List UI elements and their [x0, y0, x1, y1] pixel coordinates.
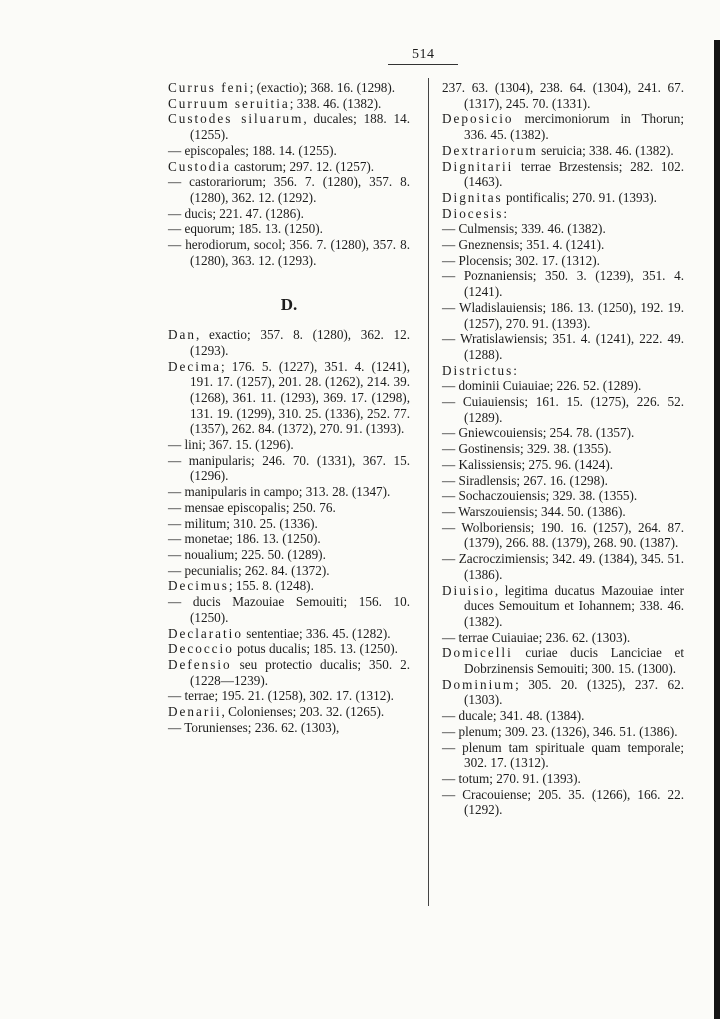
index-entry — [442, 583, 684, 630]
entry-text: — herodiorum, socol; 356. 7. (1280), 357. 8. (1280), 363. 12. (1293). — [168, 237, 410, 268]
entry-text: — dominii Cuiauiae; 226. 52. (1289). — [442, 378, 642, 394]
column-divider — [428, 78, 429, 906]
entry-text: — manipularis in campo; 313. 28. (1347). — [168, 484, 391, 500]
index-entry — [168, 720, 410, 736]
index-entry — [442, 190, 684, 206]
entry-headword: Custodia — [168, 158, 231, 174]
entry-text: ; 155. 8. (1248). — [228, 578, 314, 594]
entry-text: — Poznaniensis; 350. 3. (1239), 351. 4. (1241). — [442, 268, 684, 300]
index-entry — [442, 520, 684, 551]
entry-text: — Gneznensis; 351. 4. (1241). — [442, 237, 605, 253]
entry-text: potus ducalis; 185. 13. (1250). — [233, 641, 398, 657]
entry-headword: Denarii — [168, 704, 222, 720]
entry-headword: Dignitas — [442, 189, 503, 205]
index-entry — [168, 516, 410, 532]
left-column — [168, 80, 410, 735]
entry-text: — Wolboriensis; 190. 16. (1257), 264. 87. (1379), 266. 88. (1379), 268. 90. (1387). — [442, 519, 684, 551]
index-entry — [442, 80, 684, 111]
index-entry — [168, 531, 410, 547]
entry-headword: Diuisio — [442, 582, 495, 598]
left-entries-top — [168, 80, 410, 268]
index-entry — [442, 206, 684, 222]
scan-edge-shadow — [714, 40, 720, 1019]
section-letter: D. — [280, 295, 298, 315]
index-entry — [442, 300, 684, 331]
index-entry — [442, 724, 684, 740]
entry-text: — plenum; 309. 23. (1326), 346. 51. (1386). — [442, 723, 678, 739]
entry-text: — Cracouiense; 205. 35. (1266), 166. 22. (1292). — [442, 786, 684, 818]
entry-text: — terrae; 195. 21. (1258), 302. 17. (1312). — [168, 688, 394, 704]
index-entry — [442, 504, 684, 520]
index-entry — [442, 425, 684, 441]
entry-text: — Torunienses; 236. 62. (1303), — [168, 719, 340, 735]
index-entry — [442, 378, 684, 394]
index-entry — [168, 688, 410, 704]
index-entry — [168, 704, 410, 720]
header-rule — [388, 64, 458, 65]
index-entry — [442, 253, 684, 269]
entry-headword: Districtus — [442, 362, 514, 378]
index-entry — [168, 641, 410, 657]
index-entry — [442, 630, 684, 646]
entry-text: — militum; 310. 25. (1336). — [168, 515, 318, 531]
index-entry — [168, 111, 410, 142]
entry-text: — castorariorum; 356. 7. (1280), 357. 8. (1280), 362. 12. (1292). — [168, 174, 410, 205]
entry-text: — Kalissiensis; 275. 96. (1424). — [442, 456, 614, 472]
entry-text: — Culmensis; 339. 46. (1382). — [442, 221, 606, 237]
index-entry — [168, 594, 410, 625]
index-entry — [168, 437, 410, 453]
entry-text: ; 338. 46. (1382). — [289, 95, 382, 111]
entry-headword: Decimus — [168, 578, 229, 594]
entry-text: : — [503, 205, 508, 221]
index-entry — [168, 221, 410, 237]
entry-text: — ducis Mazouiae Semouiti; 156. 10. (1250). — [168, 594, 410, 625]
entry-headword: Dextrariorum — [442, 142, 538, 158]
index-entry — [168, 626, 410, 642]
entry-text: seruicia; 338. 46. (1382). — [537, 142, 674, 158]
index-entry — [442, 488, 684, 504]
index-entry — [442, 394, 684, 425]
index-entry — [168, 657, 410, 688]
entry-text: — pecunialis; 262. 84. (1372). — [168, 562, 330, 578]
entry-text: — Warszouiensis; 344. 50. (1386). — [442, 503, 626, 519]
index-entry — [442, 740, 684, 771]
entry-headword: Custodes siluarum — [168, 111, 304, 127]
entry-headword: Dominium — [442, 676, 516, 692]
entry-text: castorum; 297. 12. (1257). — [230, 158, 375, 174]
entry-text: — Wladislauiensis; 186. 13. (1250), 192. 19. (1257), 270. 91. (1393). — [442, 299, 684, 331]
entry-text: mercimoniorum in Thorun; 336. 45. (1382). — [464, 111, 684, 143]
entry-text: — terrae Cuiauiae; 236. 62. (1303). — [442, 629, 631, 645]
entry-headword: Defensio — [168, 656, 232, 672]
entry-text: — monetae; 186. 13. (1250). — [168, 531, 321, 547]
index-entry — [442, 677, 684, 708]
entry-headword: Domicelli — [442, 645, 513, 661]
entry-text: — lini; 367. 15. (1296). — [168, 437, 294, 453]
entry-text: — totum; 270. 91. (1393). — [442, 770, 581, 786]
entry-headword: Deposicio — [442, 111, 514, 127]
entry-text: , ducales; 188. 14. (1255). — [190, 111, 410, 143]
entry-text: : — [513, 362, 517, 378]
entry-text: — episcopales; 188. 14. (1255). — [168, 142, 337, 158]
index-entry — [442, 787, 684, 818]
index-entry — [442, 771, 684, 787]
index-entry — [168, 453, 410, 484]
entry-text: — ducis; 221. 47. (1286). — [168, 205, 304, 221]
index-entry — [442, 363, 684, 379]
index-entry — [168, 80, 410, 96]
entry-text: — Gostinensis; 329. 38. (1355). — [442, 441, 612, 457]
entry-text: 237. 63. (1304), 238. 64. (1304), 241. 67. (1317), 245. 70. (1331). — [442, 80, 684, 111]
entry-text: — Gniewcouiensis; 254. 78. (1357). — [442, 425, 635, 441]
entry-text: terrae Brzestensis; 282. 102. (1463). — [464, 158, 684, 190]
index-entry — [442, 268, 684, 299]
index-entry — [442, 143, 684, 159]
index-entry — [168, 484, 410, 500]
index-entry — [442, 645, 684, 676]
entry-text: , legitima ducatus Mazouiae inter duces Semouitum et Iohannem; 338. 46. (1382). — [464, 582, 684, 629]
right-entries — [442, 80, 684, 818]
entry-text: — noualium; 225. 50. (1289). — [168, 546, 326, 562]
entry-text: — Cuiauiensis; 161. 15. (1275), 226. 52. (1289). — [442, 394, 684, 425]
entry-text: — ducale; 341. 48. (1384). — [442, 708, 585, 724]
entry-headword: Diocesis — [442, 205, 504, 221]
entry-text: sententiae; 336. 45. (1282). — [242, 625, 391, 641]
entry-text: — Wratislawiensis; 351. 4. (1241), 222. 49. (1288). — [442, 331, 684, 362]
index-entry — [168, 143, 410, 159]
index-entry — [442, 331, 684, 362]
index-entry — [168, 547, 410, 563]
index-entry — [168, 159, 410, 175]
index-entry — [442, 473, 684, 489]
index-entry — [168, 327, 410, 358]
entry-text: seu protectio ducalis; 350. 2. (1228—1239). — [190, 656, 410, 688]
index-entry — [168, 237, 410, 268]
entry-headword: Decima — [168, 358, 222, 374]
entry-text: — Zacroczimiensis; 342. 49. (1384), 345. 51. (1386). — [442, 551, 684, 582]
left-entries-bottom — [168, 327, 410, 735]
index-entry — [442, 237, 684, 253]
entry-text: ; 305. 20. (1325), 237. 62. (1303). — [464, 676, 684, 708]
entry-text: , Colonienses; 203. 32. (1265). — [221, 704, 385, 720]
entry-text: ; 176. 5. (1227), 351. 4. (1241), 191. 17. (1257), 201. 28. (1262), 214. 39. (1268), 361. 11. (1293), 369. 17. (1298), 131. 19. (1299), 310. 25. (1336), 252. 77. (1357), 262. 84. (1372), 270. 91. (1393). — [190, 358, 410, 437]
entry-text: pontificalis; 270. 91. (1393). — [502, 189, 657, 205]
entry-text: — Siradlensis; 267. 16. (1298). — [442, 472, 608, 488]
index-entry — [168, 359, 410, 438]
entry-text: — Plocensis; 302. 17. (1312). — [442, 252, 600, 268]
entry-text: — mensae episcopalis; 250. 76. — [168, 499, 336, 515]
entry-headword: Decoccio — [168, 641, 234, 657]
index-entry — [168, 563, 410, 579]
entry-headword: Curruum seruitia — [168, 95, 290, 111]
index-entry — [442, 441, 684, 457]
right-column — [442, 80, 684, 818]
entry-text: — manipularis; 246. 70. (1331), 367. 15. (1296). — [168, 452, 410, 484]
index-entry — [442, 111, 684, 142]
entry-text: — equorum; 185. 13. (1250). — [168, 221, 323, 237]
index-entry — [442, 159, 684, 190]
entry-headword: Dan — [168, 327, 196, 343]
index-entry — [168, 96, 410, 112]
index-entry — [168, 174, 410, 205]
entry-text: curiae ducis Lanciciae et Dobrzinensis Semouiti; 300. 15. (1300). — [464, 645, 684, 677]
index-entry — [168, 578, 410, 594]
entry-text: ; (exactio); 368. 16. (1298). — [249, 80, 396, 95]
entry-headword: Dignitarii — [442, 158, 514, 174]
entry-text: — plenum tam spirituale quam temporale; 302. 17. (1312). — [442, 739, 684, 771]
index-entry — [442, 457, 684, 473]
entry-headword: Declaratio — [168, 625, 243, 641]
index-entry — [442, 551, 684, 582]
index-entry — [442, 221, 684, 237]
index-entry — [442, 708, 684, 724]
entry-text: , exactio; 357. 8. (1280), 362. 12. (1293). — [190, 327, 410, 358]
entry-headword: Currus feni — [168, 80, 250, 95]
index-entry — [168, 500, 410, 516]
entry-text: — Sochaczouiensis; 329. 38. (1355). — [442, 488, 638, 504]
page-number: 514 — [412, 47, 435, 62]
index-entry — [168, 206, 410, 222]
